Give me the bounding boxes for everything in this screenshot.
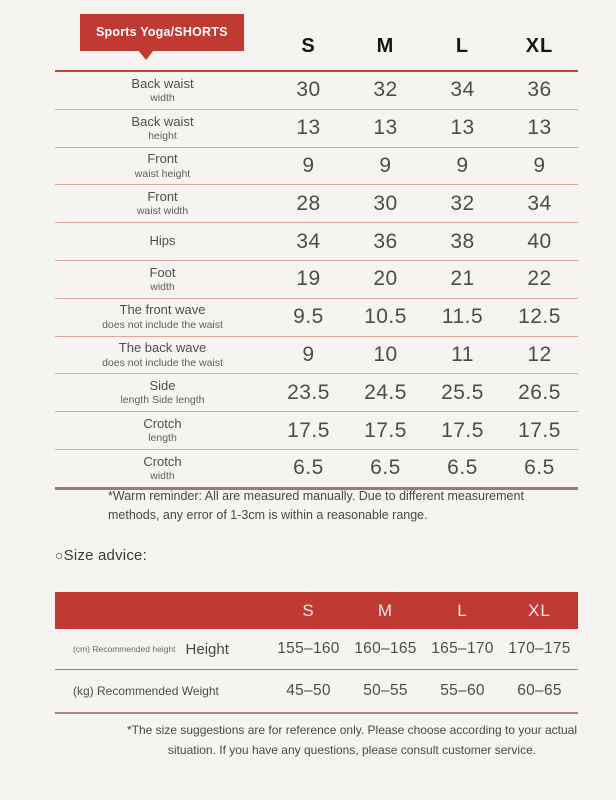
cell-value: 36: [373, 229, 398, 253]
row-label: Crotch length: [143, 415, 182, 445]
reference-disclaimer-note: *The size suggestions are for reference only. Please choose according to your actual situation. If you have any questions, please consult customer service.: [126, 723, 578, 758]
cell-value: 25.5: [441, 380, 484, 404]
row-label: Hips: [149, 233, 176, 249]
row-label: [55, 684, 270, 698]
cell-value: 38: [450, 229, 475, 253]
cell-value: 19: [296, 267, 321, 291]
cell-value: 9: [379, 153, 392, 177]
cell-value: 21: [450, 267, 475, 291]
cell-value: 155–160: [277, 640, 340, 657]
cell-value: 6.5: [447, 456, 478, 480]
cell-value: 32: [450, 191, 475, 215]
cell-value: 13: [296, 116, 321, 140]
cell-value: 17.5: [287, 418, 330, 442]
cell-value: 17.5: [364, 418, 407, 442]
cell-value: 23.5: [287, 380, 330, 404]
size-advice-heading-label: Size advice:: [63, 547, 147, 564]
warm-reminder-note: *Warm reminder: All are measured manually. Due to different measurement methods, any error of 1-3cm is within a reasonable range.: [108, 489, 524, 523]
cell-value: 11.5: [441, 305, 484, 329]
size-advice-header: [55, 592, 578, 629]
cell-value: 9: [456, 153, 469, 177]
row-label: Foot width: [149, 264, 176, 293]
cell-value: 13: [373, 116, 398, 140]
cell-value: 40: [527, 229, 552, 253]
table-row-side-length: [55, 374, 578, 412]
cell-value: 24.5: [364, 380, 407, 404]
measurements-table: [55, 70, 578, 490]
cell-value: 9: [533, 153, 546, 177]
cell-value: 36: [527, 78, 552, 102]
table-row-foot-width: [55, 261, 578, 299]
height-label: Height: [185, 640, 229, 658]
cell-value: 9: [302, 153, 315, 177]
cell-value: 6.5: [370, 456, 401, 480]
table-row-back-waist-width: [55, 72, 578, 110]
table-row-front-waist-height: [55, 148, 578, 186]
row-label: Back waist height: [131, 113, 194, 142]
cell-value: 28: [296, 191, 321, 215]
row-label: Crotch width: [143, 453, 182, 482]
cell-value: 6.5: [293, 456, 324, 480]
height-unit-note: (cm) Recommended height: [73, 644, 176, 654]
column-header-s: S: [301, 34, 316, 57]
cell-value: 9.5: [293, 305, 324, 329]
cell-value: 32: [373, 78, 398, 102]
advice-column-header-l: L: [457, 600, 468, 620]
cell-value: 11: [451, 342, 474, 366]
column-header-l: L: [455, 34, 470, 57]
table-row-front-waist-width: [55, 185, 578, 223]
cell-value: 34: [527, 191, 552, 215]
size-advice-table: [55, 629, 578, 714]
cell-value: 30: [373, 191, 398, 215]
cell-value: 10: [373, 342, 398, 366]
cell-value: 12.5: [518, 305, 561, 329]
size-table-header: [55, 28, 578, 64]
cell-value: 160–165: [354, 640, 417, 657]
product-category-badge: Sports Yoga/SHORTS: [80, 14, 244, 51]
advice-column-header-m: M: [377, 600, 394, 620]
table-row-crotch-length: [55, 412, 578, 450]
row-label: The front wave does not include the waist: [102, 302, 223, 331]
table-row-front-wave: [55, 299, 578, 337]
row-label: Front waist width: [136, 189, 189, 218]
advice-row-weight: [55, 670, 578, 712]
advice-column-header-s: S: [302, 600, 315, 620]
cell-value: 34: [296, 229, 321, 253]
cell-value: 9: [302, 342, 315, 366]
circle-icon: ○: [55, 547, 64, 563]
column-header-m: M: [376, 34, 395, 57]
table-row-crotch-width: [55, 450, 578, 487]
cell-value: 20: [373, 267, 398, 291]
column-header-xl: XL: [525, 34, 554, 57]
cell-value: 170–175: [508, 640, 571, 657]
row-label: [55, 641, 270, 658]
cell-value: 17.5: [441, 418, 484, 442]
table-row-back-waist-height: [55, 110, 578, 148]
cell-value: 60–65: [517, 682, 562, 699]
row-label: Front waist height: [134, 151, 191, 180]
cell-value: 34: [450, 78, 475, 102]
size-advice-heading: [55, 547, 147, 564]
cell-value: 10.5: [364, 305, 407, 329]
table-row-back-wave: [55, 337, 578, 375]
cell-value: 13: [450, 116, 475, 140]
advice-column-header-xl: XL: [528, 600, 551, 620]
row-label: The back wave does not include the waist: [102, 340, 223, 369]
cell-value: 22: [527, 267, 552, 291]
row-label: Back waist width: [131, 75, 194, 104]
cell-value: 50–55: [363, 682, 408, 699]
row-label: Side length Side length: [120, 378, 205, 407]
cell-value: 30: [296, 78, 321, 102]
cell-value: 12: [527, 342, 552, 366]
cell-value: 6.5: [524, 456, 555, 480]
cell-value: 17.5: [518, 418, 561, 442]
cell-value: 26.5: [518, 380, 561, 404]
advice-row-height: [55, 629, 578, 670]
weight-label: (kg) Recommended Weight: [73, 684, 219, 698]
cell-value: 165–170: [431, 640, 494, 657]
cell-value: 55–60: [440, 682, 485, 699]
table-row-hips: [55, 223, 578, 261]
cell-value: 13: [527, 116, 552, 140]
cell-value: 45–50: [286, 682, 331, 699]
